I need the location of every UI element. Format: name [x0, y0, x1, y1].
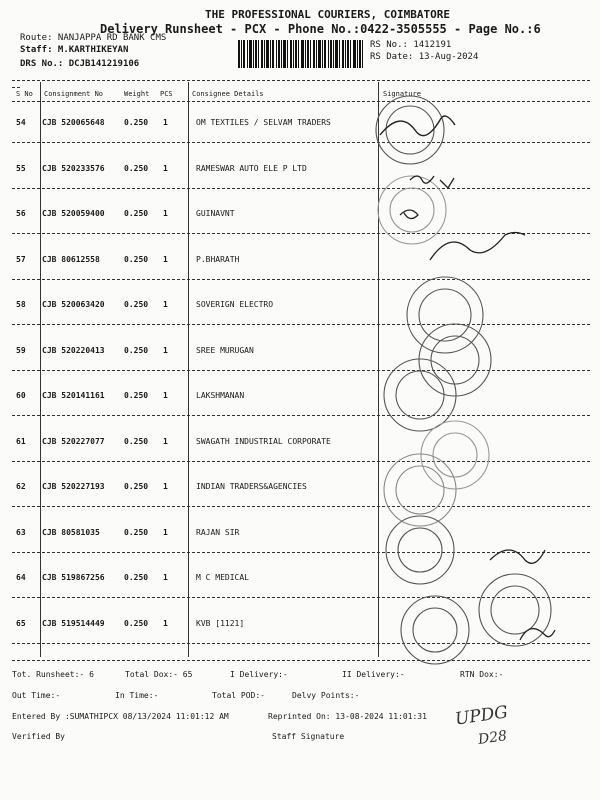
row-consignment: CJB 520233576 — [42, 163, 105, 173]
total-pod: Total POD:- — [212, 691, 265, 700]
row-consignee: RAMESWAR AUTO ELE P LTD — [196, 163, 307, 173]
divider — [12, 87, 20, 88]
staff-label: Staff: M.KARTHIKEYAN — [20, 45, 129, 55]
in-time: In Time:- — [115, 691, 159, 700]
total-dox: Total Dox:- 65 — [125, 670, 193, 679]
row-pcs: 1 — [163, 482, 168, 491]
row-consignee: INDIAN TRADERS&AGENCIES — [196, 482, 307, 491]
rtn-dox: RTN Dox:- — [460, 670, 504, 679]
row-weight: 0.250 — [124, 118, 149, 127]
row-pcs: 1 — [163, 254, 168, 264]
row-pcs: 1 — [163, 391, 168, 400]
row-consignment: CJB 519514449 — [42, 618, 105, 628]
row-sno: 54 — [16, 118, 26, 127]
row-consignment: CJB 520220413 — [42, 345, 105, 355]
row-sno: 58 — [16, 300, 26, 309]
rs-date: RS Date: 13-Aug-2024 — [370, 52, 479, 62]
row-consignee: SWAGATH INDUSTRIAL CORPORATE — [196, 436, 331, 446]
row-pcs: 1 — [163, 300, 168, 309]
divider — [12, 80, 590, 81]
row-divider — [12, 279, 590, 280]
divider — [12, 101, 590, 102]
row-consignment: CJB 520227193 — [42, 482, 105, 491]
row-consignment: CJB 520059400 — [42, 209, 105, 218]
handwritten-note: UPDG — [453, 702, 510, 730]
entered-by: Entered By :SUMATHIPCX 08/13/2024 11:01:12 AM — [12, 712, 229, 721]
row-weight: 0.250 — [124, 618, 149, 628]
row-consignment: CJB 519867256 — [42, 573, 105, 582]
row-weight: 0.250 — [124, 300, 149, 309]
row-sno: 65 — [16, 618, 26, 628]
row-divider — [12, 461, 590, 462]
row-sno: 55 — [16, 163, 26, 173]
signature-stamps — [370, 90, 600, 670]
row-divider — [12, 597, 590, 598]
row-weight: 0.250 — [124, 391, 149, 400]
row-sno: 63 — [16, 527, 26, 537]
col-header-pcs: PCS — [160, 90, 173, 98]
col-header-weight: Weight — [124, 90, 150, 98]
tot-runsheet: Tot. Runsheet:- 6 — [12, 670, 94, 679]
row-consignment: CJB 80581035 — [42, 527, 100, 537]
row-divider — [12, 506, 590, 507]
row-consignee: LAKSHMANAN — [196, 391, 245, 400]
row-divider — [12, 233, 590, 234]
ii-delivery: II Delivery:- — [342, 670, 405, 679]
col-header-signature: Signature — [383, 90, 421, 98]
row-weight: 0.250 — [124, 345, 149, 355]
row-weight: 0.250 — [124, 209, 149, 218]
row-divider — [12, 188, 590, 189]
col-header-consignee: Consignee Details — [192, 90, 264, 98]
col-header-consignment: Consignment No — [44, 90, 104, 98]
i-delivery: I Delivery:- — [230, 670, 288, 679]
row-consignment: CJB 520141161 — [42, 391, 105, 400]
staff-signature: Staff Signature — [272, 732, 345, 741]
row-sno: 62 — [16, 482, 26, 491]
row-consignee: SREE MURUGAN — [196, 345, 254, 355]
row-consignee: P.BHARATH — [196, 254, 240, 264]
row-pcs: 1 — [163, 436, 168, 446]
row-pcs: 1 — [163, 118, 168, 127]
row-pcs: 1 — [163, 209, 168, 218]
row-divider — [12, 552, 590, 553]
row-consignment: CJB 520065648 — [42, 118, 105, 127]
row-sno: 56 — [16, 209, 26, 218]
row-weight: 0.250 — [124, 436, 149, 446]
delvy-points: Delvy Points:- — [292, 691, 360, 700]
company-name: THE PROFESSIONAL COURIERS, COIMBATORE — [204, 8, 451, 21]
row-consignee: KVB [1121] — [196, 618, 245, 628]
row-consignee: GUINAVNT — [196, 209, 235, 218]
row-sno: 61 — [16, 436, 26, 446]
row-pcs: 1 — [163, 573, 168, 582]
drs-number: DRS No.: DCJB141219106 — [20, 59, 140, 69]
row-pcs: 1 — [163, 527, 168, 537]
out-time: Out Time:- — [12, 691, 61, 700]
row-consignment: CJB 520063420 — [42, 300, 105, 309]
row-pcs: 1 — [163, 618, 168, 628]
row-divider — [12, 415, 590, 416]
row-divider — [12, 643, 590, 644]
verified-by: Verified By — [12, 732, 65, 741]
row-weight: 0.250 — [124, 163, 149, 173]
row-consignee: M C MEDICAL — [196, 573, 249, 582]
row-sno: 60 — [16, 391, 26, 400]
row-consignment: CJB 520227077 — [42, 436, 105, 446]
row-weight: 0.250 — [124, 482, 149, 491]
row-sno: 57 — [16, 254, 26, 264]
row-divider — [12, 324, 590, 325]
row-sno: 59 — [16, 345, 26, 355]
row-pcs: 1 — [163, 345, 168, 355]
row-consignment: CJB 80612558 — [42, 254, 100, 264]
row-weight: 0.250 — [124, 254, 149, 264]
barcode-image — [238, 40, 363, 68]
divider — [12, 660, 590, 661]
row-consignee: OM TEXTILES / SELVAM TRADERS — [196, 118, 331, 127]
reprinted-on: Reprinted On: 13-08-2024 11:01:31 — [268, 712, 427, 721]
row-divider — [12, 370, 590, 371]
row-consignee: RAJAN SIR — [196, 527, 240, 537]
row-divider — [12, 142, 590, 143]
row-sno: 64 — [16, 573, 26, 582]
rs-number: RS No.: 1412191 — [370, 40, 452, 50]
route-label: Route: NANJAPPA RD BANK CMS — [20, 33, 167, 43]
row-weight: 0.250 — [124, 527, 149, 537]
runsheet-title: Delivery Runsheet - PCX - Phone No.:0422-3505555 - Page No.:6 — [100, 22, 541, 36]
row-consignee: SOVERIGN ELECTRO — [196, 300, 274, 309]
handwritten-note: D28 — [477, 728, 509, 748]
row-pcs: 1 — [163, 163, 168, 173]
row-weight: 0.250 — [124, 573, 149, 582]
col-header-sno: S No — [16, 90, 33, 98]
